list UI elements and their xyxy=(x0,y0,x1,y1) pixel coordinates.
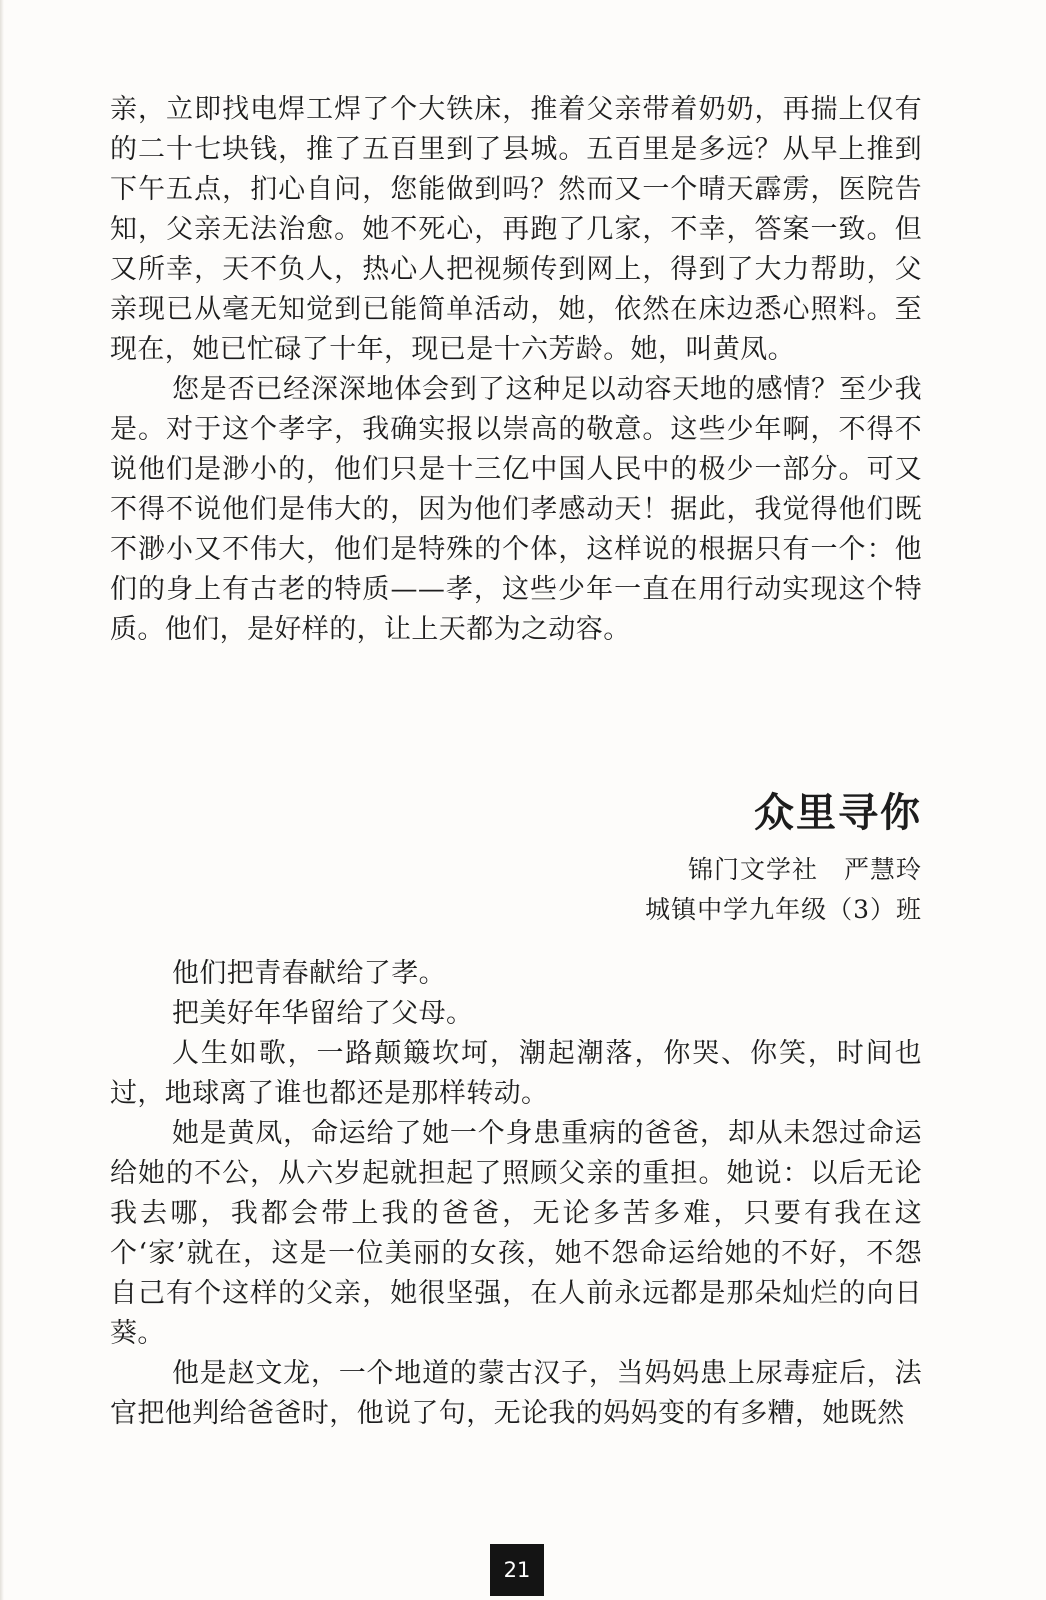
author-class: 城镇中学九年级（3）班 xyxy=(645,895,922,924)
article-body xyxy=(110,954,922,1434)
body-paragraph: 他们把青春献给了孝。 xyxy=(172,958,446,989)
article-title: 众里寻你 xyxy=(754,790,922,836)
page-number: 21 xyxy=(490,1544,544,1596)
body-paragraph: 他是赵文龙，一个地道的蒙古汉子，当妈妈患上尿毒症后，法官把他判给爸爸时，他说了句，无论我的妈妈变的有多糟，她既然 xyxy=(110,1358,922,1429)
author-byline: 锦门文学社 严慧玲 xyxy=(687,855,922,884)
body-paragraph: 把美好年华留给了父母。 xyxy=(172,998,474,1029)
body-paragraph: 她是黄凤，命运给了她一个身患重病的爸爸，却从未怨过命运给她的不公，从六岁起就担起了照顾父亲的重担。她说：以后无论我去哪，我都会带上我的爸爸，无论多苦多难，只要有我在这个‘家’就在，这是一位美丽的女孩，她不怨命运给她的不好，不怨自己有个这样的父亲，她很坚强，在人前永远都是那朵灿烂的向日葵。 xyxy=(110,1118,922,1349)
previous-article-continuation xyxy=(110,90,922,650)
body-paragraph: 亲，立即找电焊工焊了个大铁床，推着父亲带着奶奶，再揣上仅有的二十七块钱，推了五百里到了县城。五百里是多远？从早上推到下午五点，扪心自问，您能做到吗？然而又一个晴天霹雳，医院告知，父亲无法治愈。她不死心，再跑了几家，不幸，答案一致。但又所幸，天不负人，热心人把视频传到网上，得到了大力帮助，父亲现已从毫无知觉到已能简单活动，她，依然在床边悉心照料。至现在，她已忙碌了十年，现已是十六芳龄。她，叫黄凤。 xyxy=(110,94,922,365)
body-paragraph: 人生如歌，一路颠簸坎坷，潮起潮落，你哭、你笑，时间也过，地球离了谁也都还是那样转动。 xyxy=(110,1038,922,1109)
page-edge-shadow xyxy=(0,0,4,1600)
body-paragraph: 您是否已经深深地体会到了这种足以动容天地的感情？至少我是。对于这个孝字，我确实报以崇高的敬意。这些少年啊，不得不说他们是渺小的，他们只是十三亿中国人民中的极少一部分。可又不得不说他们是伟大的，因为他们孝感动天！据此，我觉得他们既不渺小又不伟大，他们是特殊的个体，这样说的根据只有一个：他们的身上有古老的特质——孝，这些少年一直在用行动实现这个特质。他们，是好样的，让上天都为之动容。 xyxy=(110,374,922,645)
article-header xyxy=(645,786,922,930)
